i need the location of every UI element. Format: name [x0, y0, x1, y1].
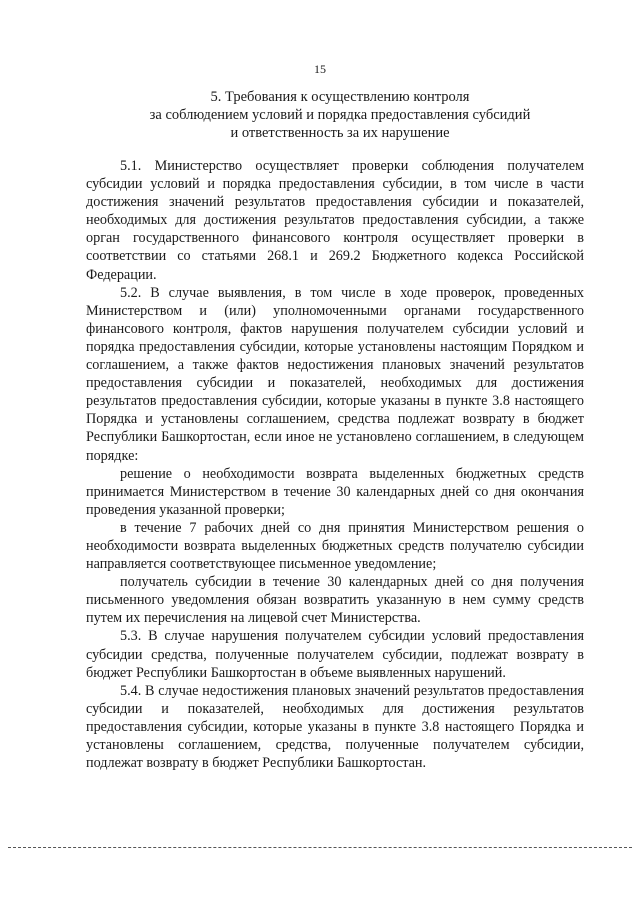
paragraph-5-1: 5.1. Министерство осуществляет проверки соблюдения получателем субсидии условий и порядка предоставления субсидии, в том числе в части достижения значений результатов предоставления субсидии и показателей, необходимых для достижения результатов предоставления субсидии, а также орган государственного финансового контроля осуществляет проверки в соответствии со статьями 268.1 и 269.2 Бюджетного кодекса Российской Федерации.	[86, 158, 584, 283]
page-number: 15	[314, 62, 326, 76]
paragraph-5-3: 5.3. В случае нарушения получателем субсидии условий предоставления субсидии средства, полученные получателем субсидии, подлежат возврату в бюджет Республики Башкортостан в объеме выявленных нарушений.	[86, 628, 584, 681]
paragraph-5-2: 5.2. В случае выявления, в том числе в ходе проверок, проведенных Министерством и (или) уполномоченными органами государственного финансового контроля, фактов нарушения получателем субсидии условий и порядка предоставления субсидии, которые установлены настоящим Порядком и соглашением, а также фактов недостижения плановых значений результатов предоставления субсидии и показателей, необходимых для достижения результатов предоставления субсидии, которые указаны в пункте 3.8 настоящего Порядка и установлены соглашением, средства подлежат возврату в бюджет Республики Башкортостан, если иное не установлено соглашением, в следующем порядке:	[86, 284, 584, 464]
section-title-line: 5. Требования к осуществлению контроля	[210, 89, 470, 105]
section-title-line: за соблюдением условий и порядка предоставления субсидий	[149, 107, 531, 123]
paragraph-5-4: 5.4. В случае недостижения плановых значений результатов предоставления субсидии и показателей, необходимых для достижения результатов предоставления субсидии, которые указаны в пункте 3.8 настоящего Порядка и установлены соглашением, средства, полученные получателем субсидии, подлежат возврату в бюджет Республики Башкортостан.	[86, 682, 584, 772]
section-title-line: и ответственность за их нарушение	[230, 125, 450, 141]
paragraph-5-2-step-2: в течение 7 рабочих дней со дня принятия Министерством решения о необходимости возврата выделенных бюджетных средств получателю субсидии направляется соответствующее письменное уведомление;	[86, 519, 584, 573]
bottom-rule-divider	[8, 847, 632, 848]
paragraph-5-2-step-1: решение о необходимости возврата выделенных бюджетных средств принимается Министерством в течение 30 календарных дней со дня окончания проведения указанной проверки;	[86, 465, 584, 518]
paragraph-5-2-step-3: получатель субсидии в течение 30 календарных дней со дня получения письменного уведомления обязан возвратить указанную в нем сумму средств путем их перечисления на лицевой счет Министерства.	[86, 574, 584, 627]
body-text	[86, 157, 584, 772]
section-title	[100, 88, 580, 142]
